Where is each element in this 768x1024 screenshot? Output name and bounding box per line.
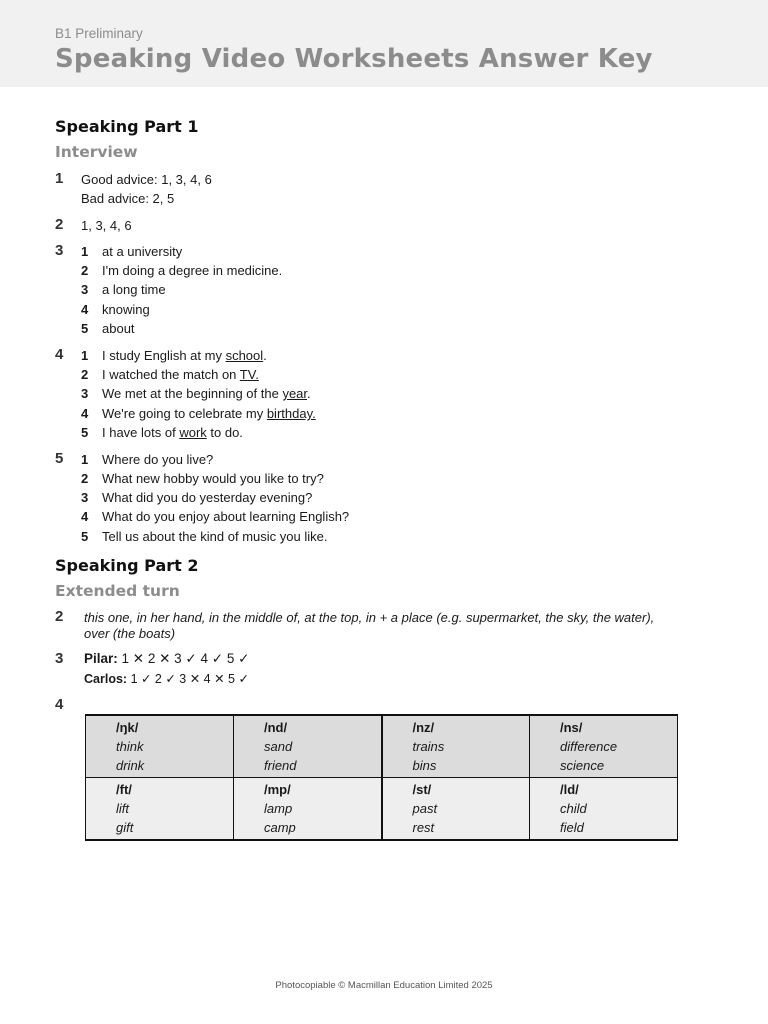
table-cell: /nz/ trains bins xyxy=(382,715,530,778)
carlos-answers: Carlos: 1 ✓ 2 ✓ 3 ✕ 4 ✕ 5 ✓ xyxy=(84,672,249,686)
list-item: 2 What new hobby would you like to try? xyxy=(81,471,324,486)
list-item: 3 a long time xyxy=(81,282,166,297)
table-cell: /ld/ child field xyxy=(530,778,678,841)
underlined-word: year xyxy=(282,386,308,401)
part2-subtitle: Extended turn xyxy=(55,582,180,600)
underlined-word: birthday. xyxy=(266,406,316,421)
question-number: 4 xyxy=(55,346,64,363)
table-cell: /st/ past rest xyxy=(382,778,530,841)
question-number: 5 xyxy=(55,450,64,467)
underlined-word: work xyxy=(179,425,207,440)
question-number: 3 xyxy=(55,242,64,259)
table-cell: /ns/ difference science xyxy=(530,715,678,778)
list-item: 4 We're going to celebrate my birthday. xyxy=(81,406,316,421)
answer-line: over (the boats) xyxy=(84,626,176,641)
part1-title: Speaking Part 1 xyxy=(55,117,199,136)
list-item: 1 I study English at my school. xyxy=(81,348,267,363)
sounds-table xyxy=(85,714,678,841)
question-number: 2 xyxy=(55,216,64,233)
page-header xyxy=(0,0,768,87)
part1-subtitle: Interview xyxy=(55,143,138,161)
list-item: 4 What do you enjoy about learning English? xyxy=(81,509,350,524)
list-item: 5 Tell us about the kind of music you like. xyxy=(81,529,328,544)
underlined-word: school xyxy=(225,348,264,363)
answer-line: Bad advice: 2, 5 xyxy=(81,191,175,206)
page-title: Speaking Video Worksheets Answer Key xyxy=(55,44,653,74)
list-item: 1 at a university xyxy=(81,244,183,259)
question-number: 2 xyxy=(55,608,64,625)
question-number: 1 xyxy=(55,170,64,187)
question-number: 3 xyxy=(55,650,64,667)
answer-line: Good advice: 1, 3, 4, 6 xyxy=(81,172,212,187)
table-row xyxy=(86,778,678,841)
pilar-answers: Pilar: 1 ✕ 2 ✕ 3 ✓ 4 ✓ 5 ✓ xyxy=(84,651,250,666)
answer-line: this one, in her hand, in the middle of, at the top, in + a place (e.g. supermarket, the sky, the water), xyxy=(84,610,655,625)
list-item: 3 What did you do yesterday evening? xyxy=(81,490,313,505)
list-item: 5 about xyxy=(81,321,135,336)
table-cell: /ŋk/ think drink xyxy=(86,715,234,778)
list-item: 2 I'm doing a degree in medicine. xyxy=(81,263,283,278)
table-cell: /nd/ sand friend xyxy=(234,715,382,778)
table-cell: /ft/ lift gift xyxy=(86,778,234,841)
footer-copyright: Photocopiable © Macmillan Education Limited 2025 xyxy=(275,980,493,991)
table-cell: /mp/ lamp camp xyxy=(234,778,382,841)
series-label: B1 Preliminary xyxy=(55,26,143,41)
answer-line: 1, 3, 4, 6 xyxy=(81,218,132,233)
table-row xyxy=(86,715,678,778)
question-number: 4 xyxy=(55,696,64,713)
list-item: 1 Where do you live? xyxy=(81,452,214,467)
list-item: 5 I have lots of work to do. xyxy=(81,425,243,440)
list-item: 2 I watched the match on TV. xyxy=(81,367,259,382)
part2-title: Speaking Part 2 xyxy=(55,556,199,575)
list-item: 3 We met at the beginning of the year. xyxy=(81,386,311,401)
underlined-word: TV. xyxy=(239,367,259,382)
list-item: 4 knowing xyxy=(81,302,150,317)
